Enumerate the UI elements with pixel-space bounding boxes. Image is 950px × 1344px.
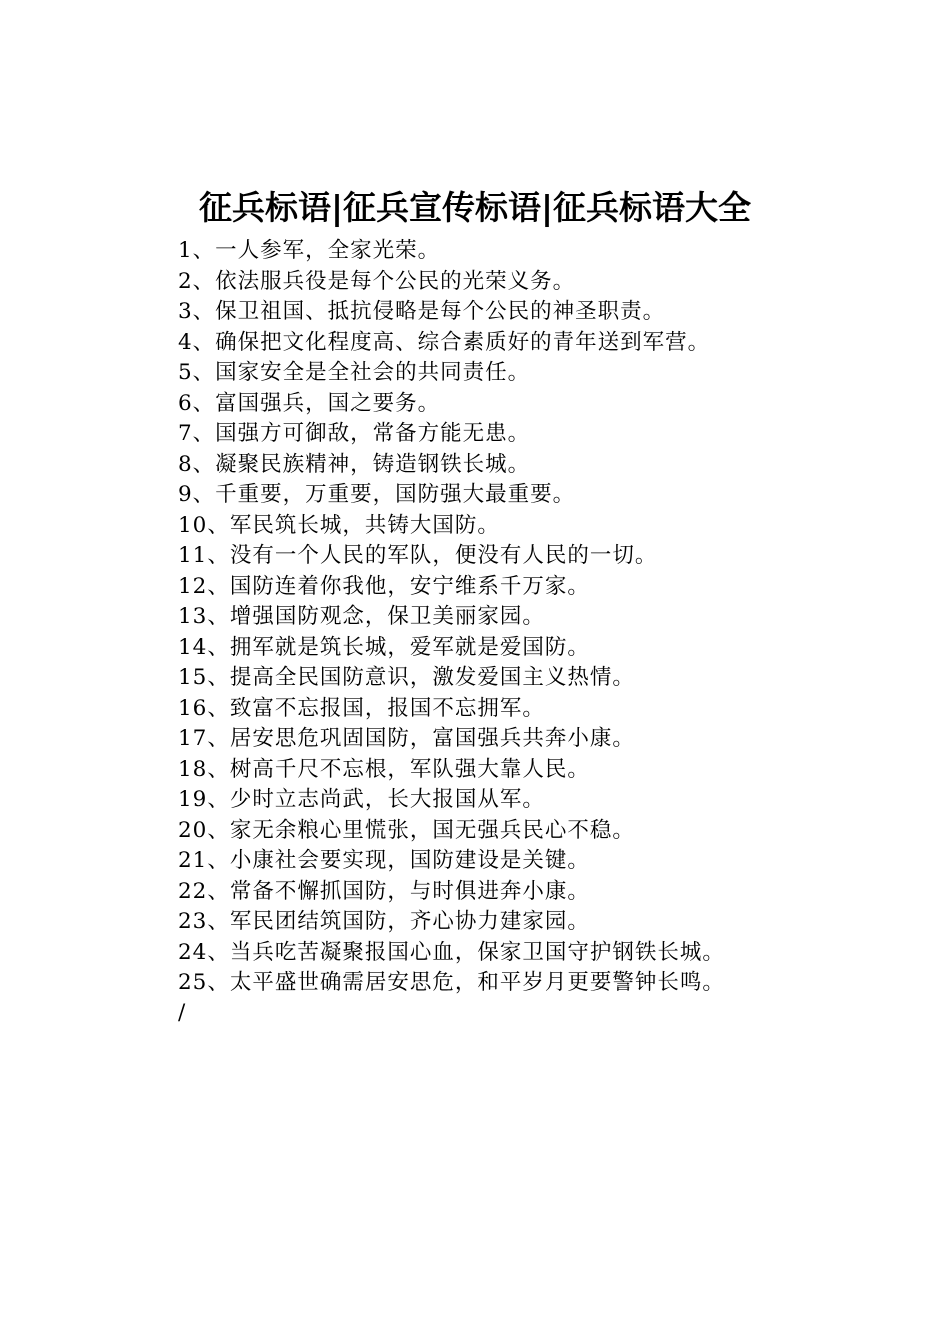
slogan-line-17: 17、居安思危巩固国防，富国强兵共奔小康。 — [178, 726, 635, 751]
slogan-line-1: 1、一人参军，全家光荣。 — [178, 238, 441, 263]
slogan-line-9: 9、千重要，万重要，国防强大最重要。 — [178, 482, 576, 507]
slogan-line-16: 16、致富不忘报国，报国不忘拥军。 — [178, 695, 545, 721]
slogan-line-20: 20、家无余粮心里慌张，国无强兵民心不稳。 — [178, 817, 635, 843]
slogan-line-18: 18、树高千尺不忘根，军队强大靠人民。 — [178, 756, 590, 782]
slogan-line-4: 4、确保把文化程度高、综合素质好的青年送到军营。 — [178, 329, 711, 355]
slogan-line-13: 13、增强国防观念，保卫美丽家园。 — [178, 604, 545, 629]
slogan-line-6: 6、富国强兵，国之要务。 — [178, 390, 441, 416]
trailing-slash: / — [178, 1000, 186, 1025]
slogan-line-10: 10、军民筑长城，共铸大国防。 — [178, 512, 500, 538]
slogan-line-7: 7、国强方可御敌，常备方能无患。 — [178, 421, 531, 446]
slogan-line-12: 12、国防连着你我他，安宁维系千万家。 — [178, 573, 590, 599]
slogan-line-2: 2、依法服兵役是每个公民的光荣义务。 — [178, 268, 576, 294]
slogan-line-19: 19、少时立志尚武，长大报国从军。 — [178, 787, 545, 812]
slogan-line-15: 15、提高全民国防意识，激发爱国主义热情。 — [178, 665, 635, 690]
slogan-line-8: 8、凝聚民族精神，铸造钢铁长城。 — [178, 451, 531, 477]
slogan-line-23: 23、军民团结筑国防，齐心协力建家园。 — [178, 909, 590, 934]
slogan-line-3: 3、保卫祖国、抵抗侵略是每个公民的神圣职责。 — [178, 299, 666, 324]
slogan-line-5: 5、国家安全是全社会的共同责任。 — [178, 360, 531, 385]
slogan-line-21: 21、小康社会要实现，国防建设是关键。 — [178, 848, 590, 873]
slogan-list — [178, 236, 818, 999]
document-title: 征兵标语|征兵宣传标语|征兵标语大全 — [198, 188, 752, 227]
slogan-line-24: 24、当兵吃苦凝聚报国心血，保家卫国守护钢铁长城。 — [178, 939, 725, 965]
slogan-line-11: 11、没有一个人民的军队，便没有人民的一切。 — [178, 543, 658, 568]
slogan-line-22: 22、常备不懈抓国防，与时俱进奔小康。 — [178, 878, 590, 904]
slogan-line-14: 14、拥军就是筑长城，爱军就是爱国防。 — [178, 634, 590, 660]
slogan-line-25: 25、太平盛世确需居安思危，和平岁月更要警钟长鸣。 — [178, 970, 725, 995]
